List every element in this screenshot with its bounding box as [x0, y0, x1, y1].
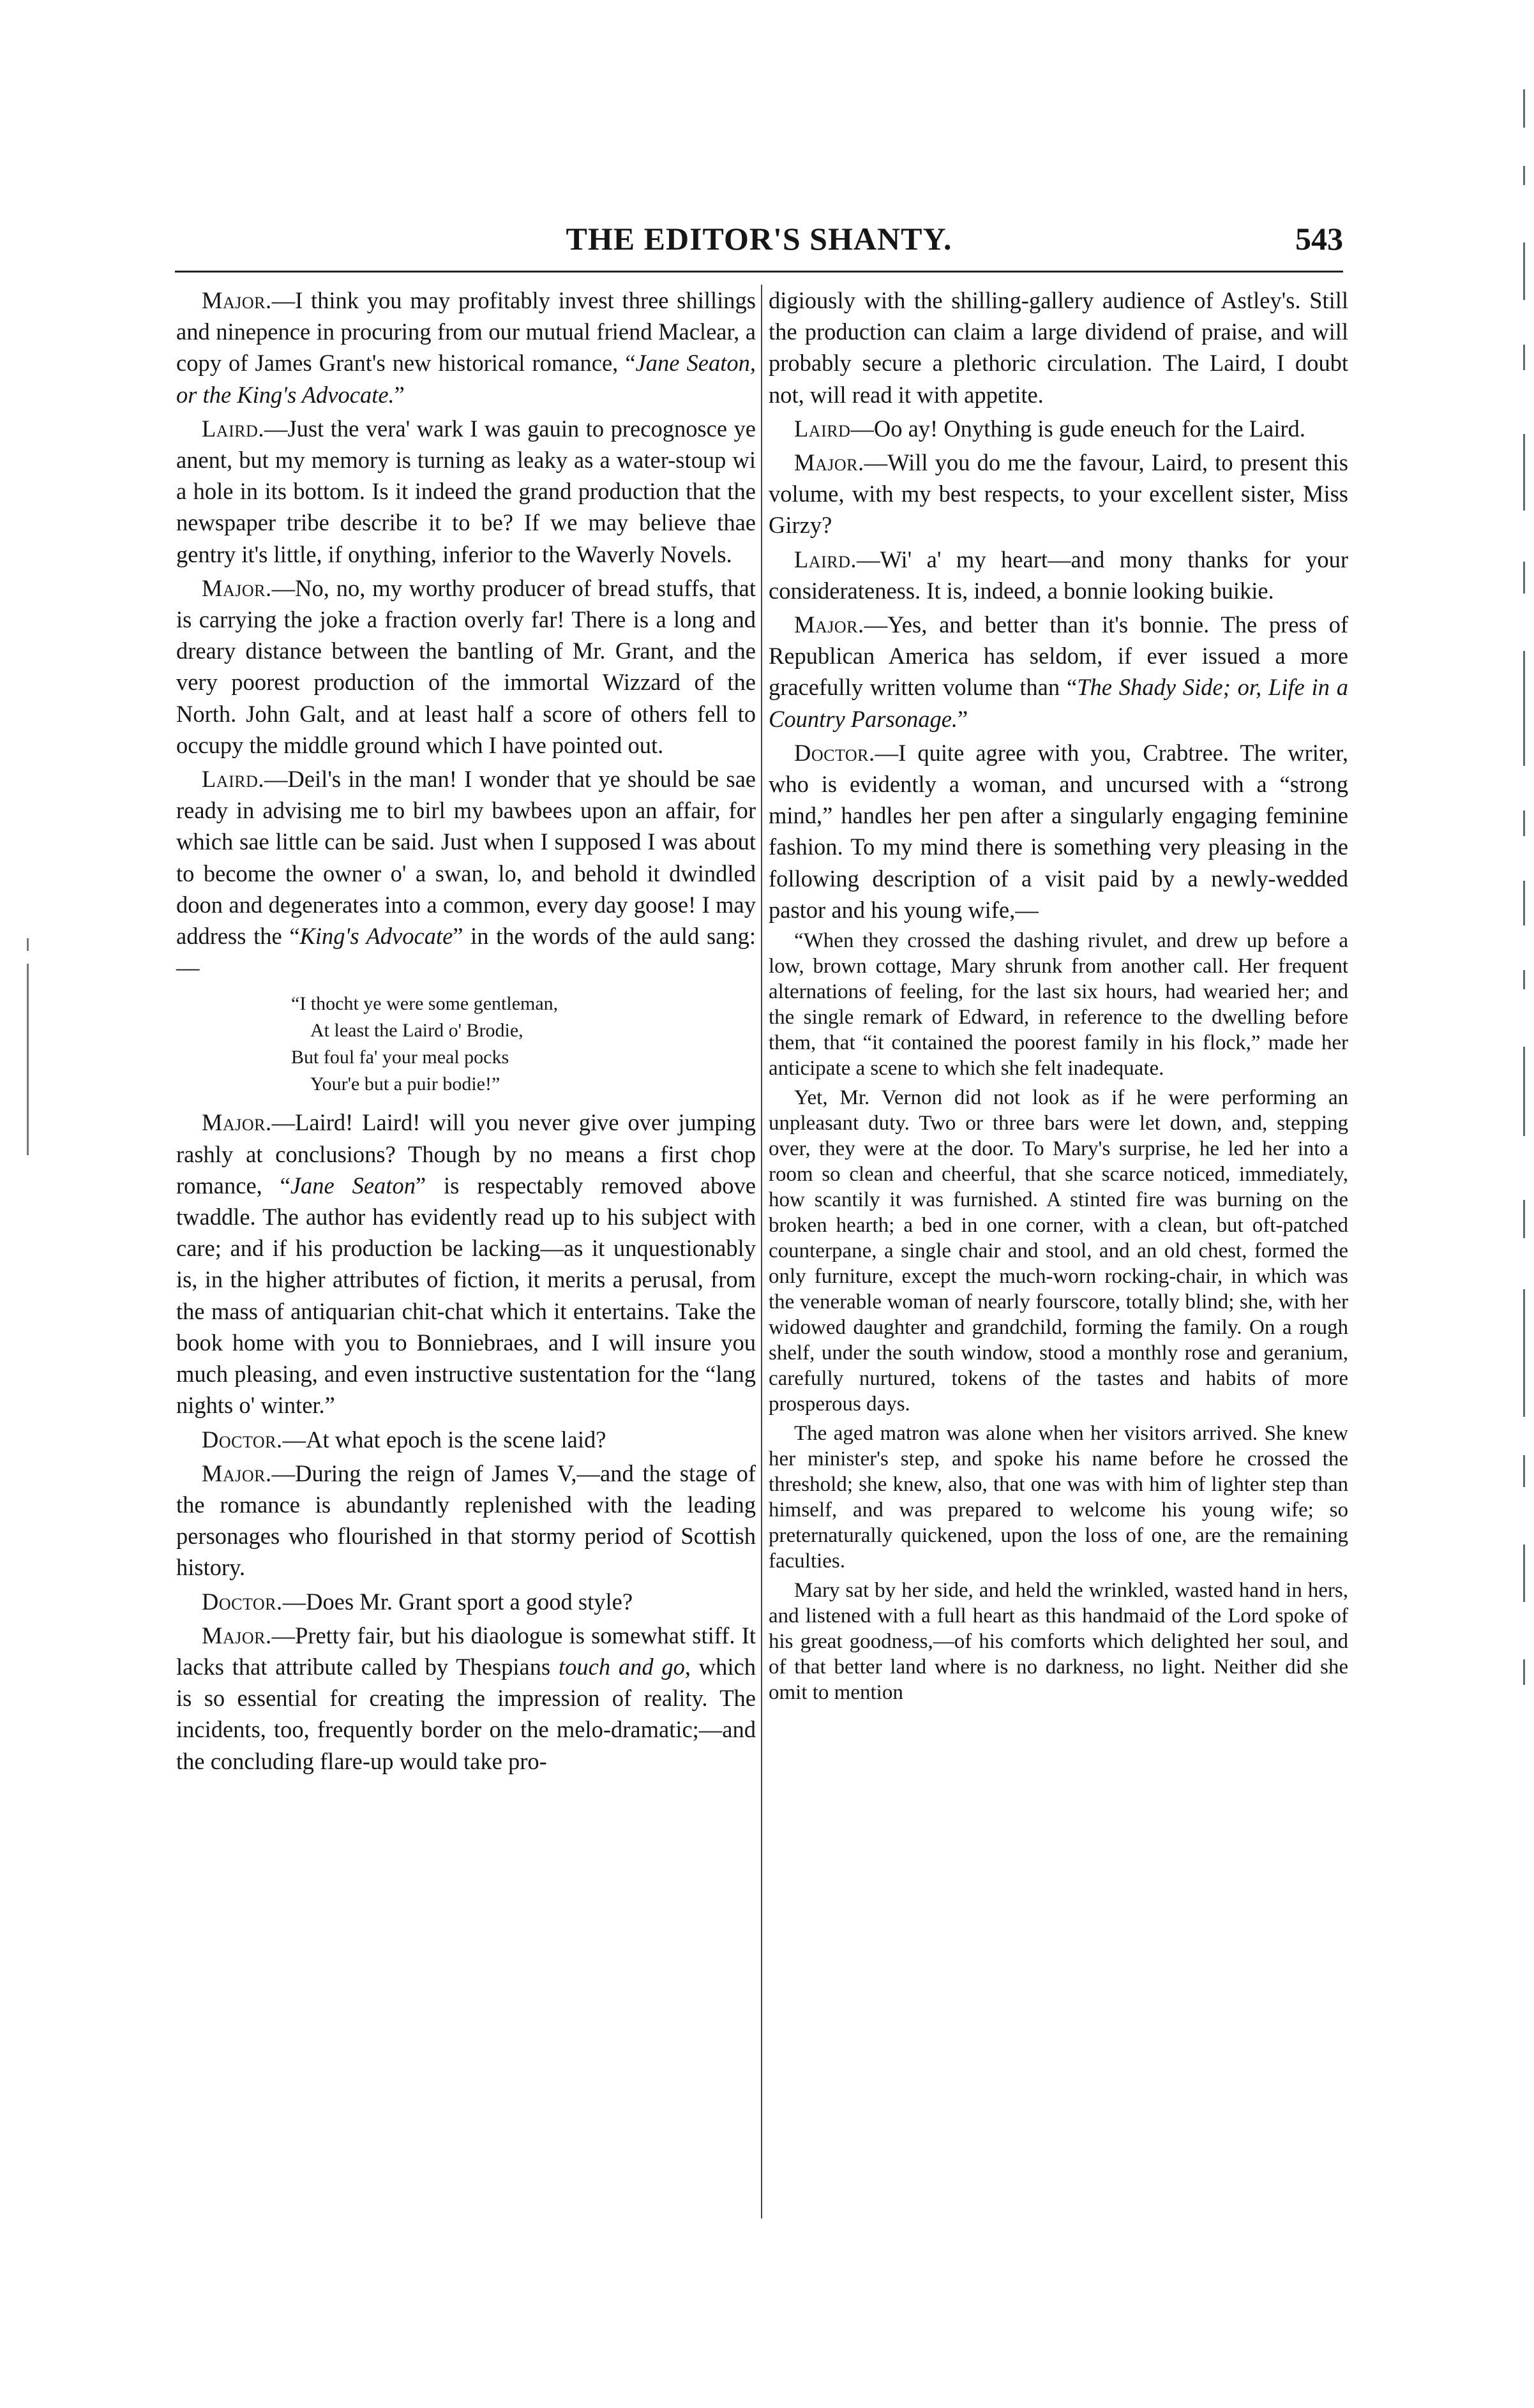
paragraph-text: , which is so essential for creating the impression of reality. The incidents, too, frequently border on the melo-dramatic;—and the concluding flare-up would take pro- — [176, 1653, 756, 1774]
page-title: THE EDITOR'S SHANTY. — [566, 221, 952, 257]
paragraph-text: —At what epoch is the scene laid? — [282, 1426, 606, 1453]
paragraph — [176, 1107, 756, 1421]
quoted-passage: “When they crossed the dashing rivulet, and drew up before a low, brown cottage, Mary shrunk from another call. Her frequent alternations of feeling, for the last six hours, had wearied her; and the single remark of Edward, in reference to the dwelling before them, that “it contained the poorest family in his flock,” made her anticipate a scene to which she felt inadequate. — [769, 929, 1348, 1081]
book-title: King's Advocate — [299, 923, 453, 950]
paragraph-text: ” — [394, 381, 405, 408]
speaker-name: Doctor. — [202, 1426, 283, 1453]
speaker-name: Laird. — [202, 415, 264, 442]
scan-edge-noise — [19, 938, 38, 1193]
speaker-name: Major. — [202, 1622, 272, 1649]
paragraph-text: —Does Mr. Grant sport a good style? — [282, 1588, 633, 1615]
running-head — [175, 220, 1343, 271]
quoted-passage: Mary sat by her side, and held the wrinkled, wasted hand in hers, and listened with a full heart as this handmaid of the Lord spoke of his great goodness,—of his comforts which delighted her soul, and of that better land where is no darkness, no light. Neither did she omit to mention — [769, 1579, 1348, 1705]
speaker-name: Major. — [794, 611, 864, 638]
paragraph-text: ” is respectably removed above twaddle. The author has evidently read up to his subject with care; and if his production be lacking—as it unquestionably is, in the higher attributes of fiction, it merits a perusal, from the mass of antiquarian chit-chat which it entertains. Take the book home with you to Bonniebraes, and I will insure you much pleasing, and even instructive sustentation for the “lang nights o' winter.” — [176, 1172, 756, 1419]
paragraph-text: —Yes, and better than it's bonnie. The press of Republican America has seldom, if ever issued a more gracefully written volume than “ — [769, 611, 1348, 701]
paragraph-text: —Will you do me the favour, Laird, to present this volume, with my best respects, to your excellent sister, Miss Girzy? — [769, 449, 1348, 539]
scan-edge-noise — [1500, 77, 1525, 1991]
verse-line: Your'e but a puir bodie!” — [310, 1073, 500, 1095]
book-title: The Shady Side; or, Life in a Country Parsonage. — [769, 674, 1348, 732]
paragraph-text: ” — [958, 705, 968, 732]
italic-phrase: touch and go — [558, 1653, 685, 1680]
header-rule — [175, 271, 1343, 273]
verse-line: But foul fa' your meal pocks — [291, 1047, 509, 1068]
paragraph — [176, 1586, 756, 1617]
paragraph — [176, 1458, 756, 1583]
paragraph-text: —Oo ay! Onything is gude eneuch for the Laird. — [850, 415, 1305, 442]
verse-block — [176, 991, 756, 1098]
speaker-name: Major. — [202, 287, 272, 313]
verse-line: “I thocht ye were some gentleman, — [291, 993, 559, 1015]
speaker-name: Doctor. — [202, 1588, 283, 1615]
paragraph-text: ” in the words of the auld sang:— — [176, 923, 756, 981]
speaker-name: Laird. — [794, 546, 857, 572]
paragraph — [769, 447, 1348, 541]
speaker-name: Major. — [202, 1109, 272, 1136]
right-column — [769, 285, 1348, 1709]
paragraph — [176, 1424, 756, 1455]
column-divider — [761, 285, 762, 2218]
paragraph — [769, 413, 1348, 444]
paragraph-text: —I quite agree with you, Crabtree. The writer, who is evidently a woman, and uncursed with a “strong mind,” handles her pen after a singularly engaging feminine fashion. To my mind there is something very pleasing in the following description of a visit paid by a newly-wedded pastor and his young wife,— — [769, 739, 1348, 923]
paragraph-text: —Laird! Laird! will you never give over jumping rashly at conclusions? Though by no means a first chop romance, “ — [176, 1109, 756, 1199]
verse-line: At least the Laird o' Brodie, — [310, 1020, 523, 1042]
paragraph-text: digiously with the shilling-gallery audience of Astley's. Still the production can claim a large dividend of praise, and will probably secure a plethoric circulation. The Laird, I doubt not, will read it with appetite. — [769, 287, 1348, 408]
speaker-name: Laird. — [202, 766, 264, 793]
speaker-name: Doctor. — [794, 739, 875, 766]
paragraph-text: —Just the vera' wark I was gauin to precognosce ye anent, but my memory is turning as leaky as a water-stoup wi a hole in its bottom. Is it indeed the grand production that the newspaper tribe describe it to be? If we may believe thae gentry it's little, if onything, inferior to the Waverly Novels. — [176, 415, 756, 567]
book-title: Jane Seaton — [290, 1172, 416, 1199]
speaker-name: Laird — [794, 415, 851, 442]
paragraph-text: —I think you may profitably invest three shillings and ninepence in procuring from our mutual friend Maclear, a copy of James Grant's new historical romance, “ — [176, 287, 756, 377]
paragraph — [769, 544, 1348, 606]
page-number: 543 — [1295, 221, 1343, 257]
paragraph — [176, 763, 756, 983]
paragraph-text: —Pretty fair, but his diaologue is somewhat stiff. It lacks that attribute called by Thespians — [176, 1622, 756, 1680]
paragraph-text: —No, no, my worthy producer of bread stuffs, that is carrying the joke a fraction overly far! There is a long and dreary distance between the bantling of Mr. Grant, and the very poorest production of the immortal Wizzard of the North. John Galt, and at least half a score of others fell to occupy the middle ground which I have pointed out. — [176, 574, 756, 758]
paragraph — [176, 572, 756, 761]
quoted-passage: Yet, Mr. Vernon did not look as if he were performing an unpleasant duty. Two or three bars were let down, and, stepping over, they were at the door. To Mary's surprise, he led her into a room so clean and cheerful, that she scarce noticed, immediately, how scantily it was furnished. A stinted fire was burning on the broken hearth; a bed in one corner, with a clean, but oft-patched counterpane, a single chair and stool, and an old chest, formed the only furniture, except the much-worn rocking-chair, in which was the venerable woman of nearly fourscore, totally blind; she, with her widowed daughter and grandchild, forming the family. On a rough shelf, under the south window, stood a monthly rose and geranium, carefully nurtured, tokens of the tastes and habits of more prosperous days. — [769, 1086, 1348, 1416]
paragraph — [176, 413, 756, 570]
paragraph — [769, 285, 1348, 410]
paragraph — [176, 1620, 756, 1777]
paragraph-text: —During the reign of James V,—and the stage of the romance is abundantly replenished with the leading personages who flourished in that stormy period of Scottish history. — [176, 1460, 756, 1581]
paragraph-text: —Wi' a' my heart—and mony thanks for your considerateness. It is, indeed, a bonnie looking buikie. — [769, 546, 1348, 604]
paragraph-text: —Deil's in the man! I wonder that ye should be sae ready in advising me to birl my bawbees upon an affair, for which sae little can be said. Just when I supposed I was about to become the owner o' a swan, lo, and behold it dwindled doon and degenerates into a common, every day goose! I may address the “ — [176, 766, 756, 950]
quoted-passage: The aged matron was alone when her visitors arrived. She knew her minister's step, and spoke his name before he crossed the threshold; she knew, also, that one was with him of lighter step than himself, and was prepared to welcome his young wife; so preternaturally quickened, upon the loss of one, are the remaining faculties. — [769, 1422, 1348, 1573]
left-column — [176, 285, 756, 1779]
speaker-name: Major. — [202, 1460, 272, 1486]
speaker-name: Major. — [794, 449, 864, 476]
book-title: Jane Seaton, or the King's Advocate. — [176, 350, 756, 408]
speaker-name: Major. — [202, 574, 272, 601]
paragraph — [769, 609, 1348, 735]
paragraph — [176, 285, 756, 410]
paragraph — [769, 737, 1348, 925]
